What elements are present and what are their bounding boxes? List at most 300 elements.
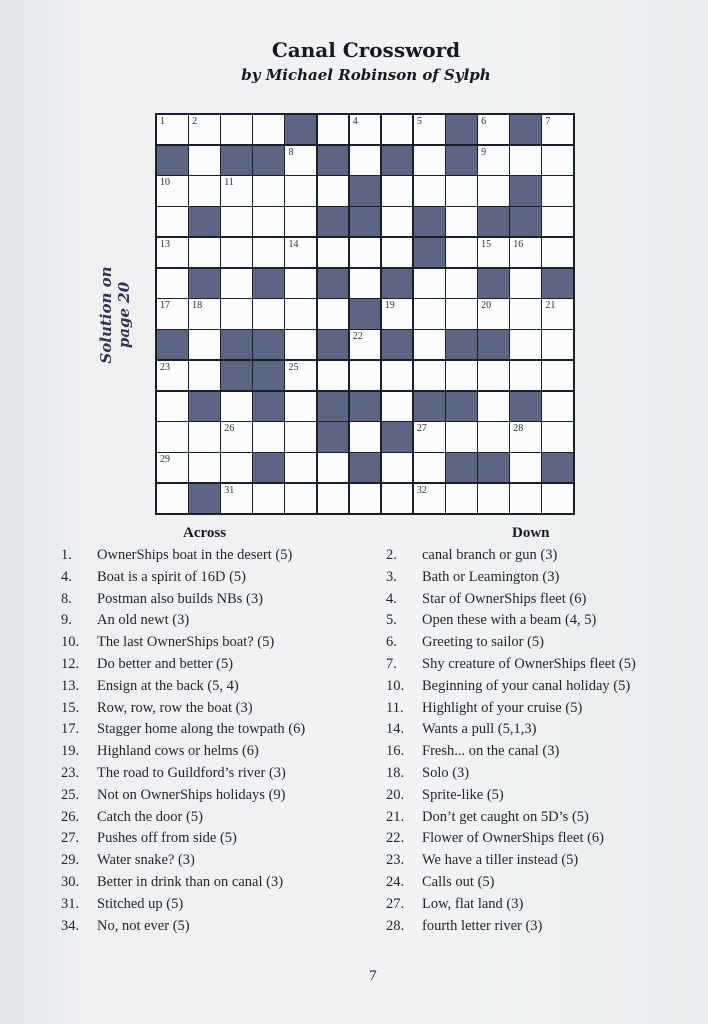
grid-cell[interactable] [350,361,381,390]
clue-number: 8. [61,590,72,607]
grid-cell[interactable] [382,176,413,205]
grid-cell[interactable] [285,176,316,205]
cell-number: 9 [481,146,487,158]
cell-number: 10 [160,177,170,189]
clue-text: We have a tiller instead (5) [422,852,579,869]
grid-cell[interactable] [221,299,252,328]
crossword-grid [155,113,575,515]
clue-text: Highland cows or helms (6) [97,743,259,760]
grid-block [382,269,413,298]
grid-block [318,207,349,236]
clue-text: Sprite-like (5) [422,786,504,803]
down-clue [386,785,636,807]
grid-block [350,207,381,236]
solution-note [60,200,170,430]
down-clue [386,828,636,850]
clue-number: 27. [61,830,80,847]
grid-block [510,392,541,421]
grid-block [478,269,509,298]
across-clue [61,676,305,698]
grid-block [414,238,445,267]
grid-cell[interactable] [157,176,188,205]
grid-block [446,453,477,482]
clue-number: 10. [61,634,80,651]
grid-cell[interactable] [285,453,316,482]
grid-cell[interactable] [189,238,220,267]
grid-cell[interactable] [446,422,477,451]
grid-cell[interactable] [350,269,381,298]
grid-block [350,453,381,482]
grid-cell[interactable] [414,330,445,359]
cell-number: 25 [288,361,299,373]
down-clue [386,850,636,872]
clue-text: An old newt (3) [97,612,190,629]
grid-cell[interactable] [414,146,445,175]
grid-block [350,299,381,328]
grid-cell[interactable] [285,392,316,421]
grid-cell[interactable] [253,484,284,513]
clue-text: Flower of OwnerShips fleet (6) [422,830,605,847]
grid-cell[interactable] [318,453,349,482]
grid-cell[interactable] [318,361,349,390]
down-clue [386,719,636,741]
grid-cell[interactable] [189,361,220,390]
grid-block [382,146,413,175]
grid-cell[interactable] [446,299,477,328]
grid-block [318,392,349,421]
grid-cell[interactable] [157,392,188,421]
cell-number: 1 [160,116,165,127]
grid-cell[interactable] [253,176,284,205]
clue-number: 4. [61,568,72,585]
grid-block [285,115,316,144]
grid-block [478,207,509,236]
clue-text: Not on OwnerShips holidays (9) [97,786,286,803]
grid-cell[interactable] [478,146,509,175]
puzzle-title: Canal Crossword [271,38,461,62]
across-clue [61,807,305,829]
down-clue [386,741,636,763]
grid-cell[interactable] [414,484,445,513]
across-clue [61,785,305,807]
grid-cell[interactable] [285,269,316,298]
grid-cell[interactable] [221,453,252,482]
across-clue [61,828,305,850]
grid-cell[interactable] [446,484,477,513]
grid-cell[interactable] [318,299,349,328]
grid-cell[interactable] [446,361,477,390]
grid-cell[interactable] [253,115,284,144]
grid-cell[interactable] [157,422,188,451]
clue-text: Catch the door (5) [97,808,203,825]
down-heading: Down [512,525,550,541]
grid-cell[interactable] [157,361,188,390]
cell-number: 2 [192,116,198,127]
grid-cell[interactable] [221,238,252,267]
clue-text: Greeting to sailor (5) [422,634,545,651]
solution-note-line-2: page 20 [115,281,133,349]
clue-number: 3. [386,568,397,585]
clue-number: 25. [61,786,80,803]
grid-cell[interactable] [414,361,445,390]
clue-number: 18. [386,764,405,781]
grid-cell[interactable] [510,238,541,267]
grid-cell[interactable] [414,422,445,451]
clue-number: 9. [61,612,72,629]
grid-cell[interactable] [189,146,220,175]
grid-block [253,453,284,482]
cell-number: 32 [416,484,427,496]
grid-cell[interactable] [285,361,316,390]
grid-cell[interactable] [542,392,573,421]
down-clue [386,916,636,938]
clue-text: fourth letter river (3) [422,917,543,934]
clue-text: The last OwnerShips boat? (5) [97,634,275,651]
grid-cell[interactable] [542,422,573,451]
grid-cell[interactable] [221,422,252,451]
grid-block [542,269,573,298]
grid-cell[interactable] [478,484,509,513]
clue-number: 6. [386,634,397,651]
clue-number: 1. [61,547,72,563]
grid-cell[interactable] [542,207,573,236]
grid-cell[interactable] [285,422,316,451]
clue-number: 34. [61,917,80,934]
grid-cell[interactable] [510,269,541,298]
cell-number: 20 [481,300,492,312]
down-clue [386,807,636,829]
across-clue [61,719,305,741]
grid-cell[interactable] [253,422,284,451]
across-clue [61,589,305,611]
across-clue [61,763,305,785]
grid-block [318,269,349,298]
clue-text: Boat is a spirit of 16D (5) [97,568,247,585]
cell-number: 6 [481,116,487,127]
grid-cell[interactable] [414,269,445,298]
across-clue [61,741,305,763]
across-clue-list [61,545,305,937]
clue-text: Beginning of your canal holiday (5) [422,677,631,694]
grid-cell[interactable] [285,207,316,236]
grid-cell[interactable] [382,207,413,236]
grid-block [510,207,541,236]
across-heading: Across [183,525,227,541]
down-clue [386,610,636,632]
grid-cell[interactable] [350,146,381,175]
grid-cell[interactable] [285,299,316,328]
across-clue [61,698,305,720]
grid-cell[interactable] [414,115,445,144]
grid-cell[interactable] [157,115,188,144]
grid-cell[interactable] [189,176,220,205]
grid-cell[interactable] [510,361,541,390]
grid-cell[interactable] [478,422,509,451]
grid-block [221,361,252,390]
clue-number: 14. [386,721,405,738]
grid-block [157,146,188,175]
across-clue [61,567,305,589]
grid-cell[interactable] [542,115,573,144]
grid-block [478,453,509,482]
grid-block [318,422,349,451]
cell-number: 18 [192,300,203,312]
clue-number: 23. [386,852,405,869]
grid-cell[interactable] [542,484,573,513]
grid-cell[interactable] [478,238,509,267]
grid-cell[interactable] [285,484,316,513]
grid-cell[interactable] [382,361,413,390]
grid-block [382,330,413,359]
clue-text: Open these with a beam (4, 5) [422,612,597,629]
clue-text: Shy creature of OwnerShips fleet (5) [422,655,636,672]
grid-cell[interactable] [157,484,188,513]
grid-cell[interactable] [478,176,509,205]
grid-cell[interactable] [253,299,284,328]
grid-block [350,176,381,205]
grid-cell[interactable] [285,330,316,359]
grid-block [446,115,477,144]
cell-number: 16 [513,238,524,250]
clue-number: 5. [386,612,397,629]
grid-block [253,392,284,421]
grid-block [510,115,541,144]
grid-cell[interactable] [221,269,252,298]
clue-text: Low, flat land (3) [422,895,524,912]
down-clue [386,894,636,916]
grid-block [253,146,284,175]
cell-number: 23 [160,361,170,373]
clue-text: OwnerShips boat in the desert (5) [97,547,293,563]
clue-number: 7. [386,655,397,672]
clue-number: 19. [61,743,80,760]
across-clue [61,894,305,916]
cell-number: 5 [416,116,422,127]
grid-cell[interactable] [350,330,381,359]
clue-text: Row, row, row the boat (3) [97,699,253,716]
grid-cell[interactable] [382,484,413,513]
down-clue [386,654,636,676]
grid-block [253,330,284,359]
grid-block [478,330,509,359]
grid-block [189,269,220,298]
grid-cell[interactable] [221,484,252,513]
grid-cell[interactable] [221,115,252,144]
grid-block [253,269,284,298]
clue-number: 31. [61,895,80,912]
grid-cell[interactable] [157,453,188,482]
grid-cell[interactable] [189,453,220,482]
grid-block [510,176,541,205]
grid-cell[interactable] [478,115,509,144]
clue-number: 2. [386,547,397,563]
grid-cell[interactable] [318,484,349,513]
clue-text: Ensign at the back (5, 4) [97,677,239,694]
clue-text: Better in drink than on canal (3) [97,873,284,890]
grid-cell[interactable] [414,299,445,328]
grid-block [157,330,188,359]
grid-block [189,484,220,513]
grid-cell[interactable] [382,238,413,267]
grid-cell[interactable] [510,146,541,175]
grid-block [318,330,349,359]
down-clue [386,589,636,611]
clue-number: 10. [386,677,405,694]
clue-number: 15. [61,699,80,716]
grid-block [221,330,252,359]
grid-cell[interactable] [382,115,413,144]
grid-block [542,453,573,482]
cell-number: 27 [416,423,427,435]
clue-text: canal branch or gun (3) [422,547,558,563]
grid-cell[interactable] [510,484,541,513]
clue-text: Stitched up (5) [97,895,184,912]
grid-cell[interactable] [446,176,477,205]
cell-number: 21 [545,300,556,312]
clue-number: 17. [61,721,80,738]
grid-block [446,330,477,359]
grid-block [189,392,220,421]
grid-cell[interactable] [414,176,445,205]
grid-cell[interactable] [446,269,477,298]
clue-text: Solo (3) [422,764,470,781]
clue-number: 28. [386,917,405,934]
grid-block [189,207,220,236]
clue-number: 30. [61,873,80,890]
grid-cell[interactable] [221,176,252,205]
cell-number: 4 [352,116,358,127]
clue-text: Don’t get caught on 5D’s (5) [422,808,589,825]
cell-number: 17 [160,300,170,312]
clue-number: 24. [386,873,405,890]
cell-number: 29 [160,454,170,466]
clue-text: Do better and better (5) [97,655,234,672]
clue-number: 12. [61,655,80,672]
clue-number: 11. [386,699,404,716]
clue-text: Highlight of your cruise (5) [422,699,583,716]
grid-cell[interactable] [478,299,509,328]
cell-number: 7 [545,116,551,127]
grid-cell[interactable] [350,238,381,267]
grid-cell[interactable] [157,269,188,298]
grid-cell[interactable] [189,330,220,359]
grid-cell[interactable] [318,238,349,267]
down-clue [386,676,636,698]
clue-number: 26. [61,808,80,825]
grid-cell[interactable] [382,299,413,328]
cell-number: 13 [160,238,170,250]
clue-text: No, not ever (5) [97,917,190,934]
clue-text: Stagger home along the towpath (6) [97,721,306,738]
grid-cell[interactable] [510,453,541,482]
grid-cell[interactable] [478,361,509,390]
across-clue [61,850,305,872]
clue-number: 16. [386,743,405,760]
grid-cell[interactable] [446,238,477,267]
grid-cell[interactable] [478,392,509,421]
grid-block [414,207,445,236]
clue-text: Wants a pull (5,1,3) [422,721,537,738]
clue-text: Water snake? (3) [97,852,195,869]
across-clue [61,545,305,567]
cell-number: 31 [224,484,235,496]
grid-cell[interactable] [285,238,316,267]
grid-cell[interactable] [221,392,252,421]
grid-cell[interactable] [253,238,284,267]
grid-block [350,392,381,421]
down-clue-list [386,545,636,937]
cell-number: 28 [513,423,524,435]
grid-cell[interactable] [542,146,573,175]
across-clue [61,610,305,632]
grid-block [414,392,445,421]
grid-cell[interactable] [542,361,573,390]
grid-cell[interactable] [510,330,541,359]
across-clue [61,916,305,938]
grid-cell[interactable] [350,422,381,451]
down-clue [386,763,636,785]
clue-text: Calls out (5) [422,873,495,890]
across-clue [61,654,305,676]
page-number: 7 [369,968,377,984]
grid-cell[interactable] [350,484,381,513]
clue-text: Bath or Leamington (3) [422,568,560,585]
cell-number: 15 [481,238,492,250]
grid-cell[interactable] [285,146,316,175]
grid-block [253,361,284,390]
grid-cell[interactable] [157,238,188,267]
grid-cell[interactable] [414,453,445,482]
grid-cell[interactable] [189,115,220,144]
grid-cell[interactable] [318,176,349,205]
clue-number: 13. [61,677,80,694]
grid-cell[interactable] [446,207,477,236]
down-clue [386,632,636,654]
cell-number: 19 [384,300,395,312]
grid-block [318,146,349,175]
grid-cell[interactable] [318,115,349,144]
grid-cell[interactable] [350,115,381,144]
grid-cell[interactable] [189,422,220,451]
grid-cell[interactable] [542,299,573,328]
grid-cell[interactable] [542,238,573,267]
down-clue [386,698,636,720]
grid-cell[interactable] [189,299,220,328]
grid-cell[interactable] [542,330,573,359]
grid-cell[interactable] [510,299,541,328]
grid-cell[interactable] [382,453,413,482]
clue-number: 29. [61,852,80,869]
grid-cell[interactable] [157,207,188,236]
grid-cell[interactable] [157,299,188,328]
grid-block [446,392,477,421]
clue-text: Star of OwnerShips fleet (6) [422,590,587,607]
across-clue [61,632,305,654]
cell-number: 11 [224,177,234,189]
puzzle-byline: by Michael Robinson of Sylph [241,66,491,84]
clue-text: Postman also builds NBs (3) [97,590,263,607]
grid-cell[interactable] [221,207,252,236]
grid-cell[interactable] [510,422,541,451]
clue-number: 4. [386,590,397,607]
clue-number: 27. [386,895,405,912]
clue-number: 22. [386,830,405,847]
clue-number: 20. [386,786,405,803]
grid-cell[interactable] [542,176,573,205]
grid-cell[interactable] [382,392,413,421]
grid-cell[interactable] [253,207,284,236]
across-clue [61,872,305,894]
